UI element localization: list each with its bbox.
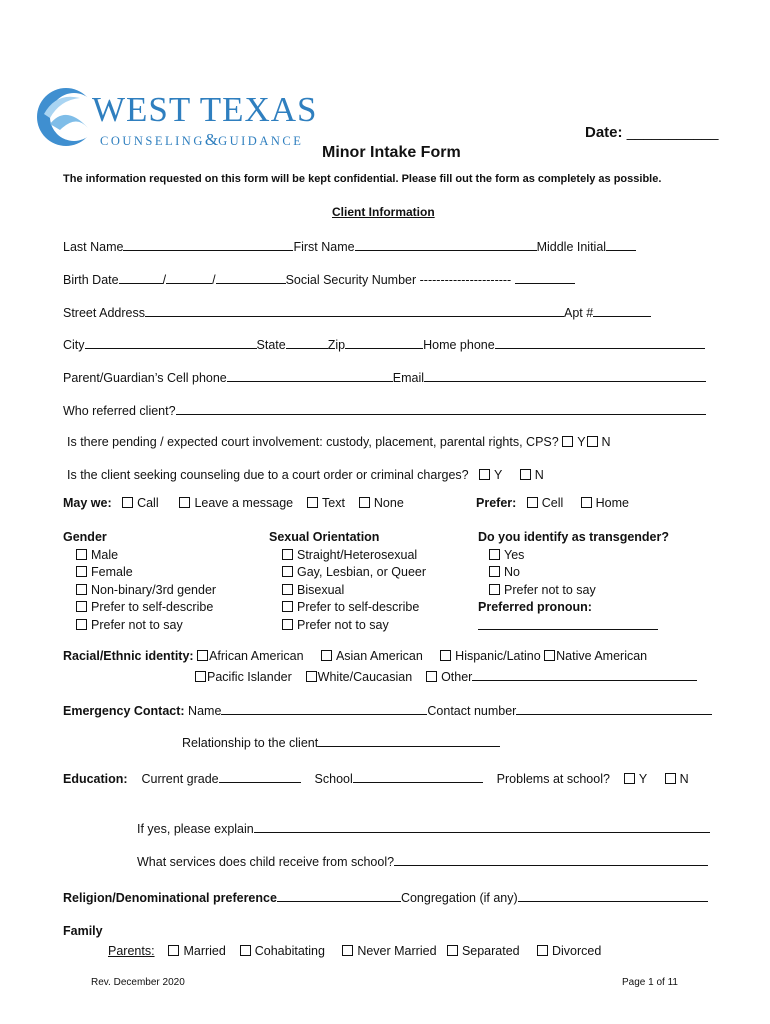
transgender-group: Do you identify as transgender? Yes No Prefer not to say Preferred pronoun: [478,529,669,635]
relationship-field[interactable] [318,734,500,747]
first-name-field[interactable] [355,238,537,251]
religion-field[interactable] [277,889,401,902]
school-problems-yes-checkbox[interactable] [624,773,635,784]
apt-field[interactable] [593,304,651,317]
pronoun-label: Preferred pronoun: [478,600,592,614]
school-field[interactable] [353,770,483,783]
prefer-cell-checkbox[interactable] [527,497,538,508]
school-problems-no-checkbox[interactable] [665,773,676,784]
ethnic-other-field[interactable] [472,668,697,681]
parents-never-married-checkbox[interactable] [342,945,353,956]
referred-by-field[interactable] [176,402,706,415]
services-field[interactable] [394,853,708,866]
referred-row: Who referred client? [63,402,706,418]
ethnic-white-checkbox[interactable] [306,671,317,682]
orientation-self-describe-checkbox[interactable] [282,601,293,612]
date-field[interactable]: Date: ___________ [585,124,719,141]
family-heading: Family [63,924,103,938]
company-logo [36,84,316,154]
may-call-checkbox[interactable] [122,497,133,508]
ethnic-african-checkbox[interactable] [197,650,208,661]
ethnic-row-1: Racial/Ethnic identity: African American Asian American Hispanic/Latino Native American [63,649,648,663]
ethnic-native-checkbox[interactable] [544,650,555,661]
seeking-no-checkbox[interactable] [520,469,531,480]
birth-year-field[interactable] [216,271,286,284]
gender-self-describe-checkbox[interactable] [76,601,87,612]
parents-divorced-checkbox[interactable] [537,945,548,956]
emergency-name-field[interactable] [221,702,427,715]
last-name-field[interactable] [123,238,293,251]
city-field[interactable] [85,336,257,349]
orientation-heading: Sexual Orientation [269,530,380,544]
street-address-field[interactable] [145,304,564,317]
revision-note: Rev. December 2020 [91,977,185,988]
ssn-field[interactable] [515,271,575,284]
explain-row: If yes, please explain [137,820,710,836]
birth-day-field[interactable] [166,271,212,284]
cell-phone-field[interactable] [227,369,393,382]
parents-separated-checkbox[interactable] [447,945,458,956]
may-text-checkbox[interactable] [307,497,318,508]
orientation-gay-checkbox[interactable] [282,566,293,577]
zip-field[interactable] [345,336,423,349]
orientation-bisexual-checkbox[interactable] [282,584,293,595]
religion-row: Religion/Denominational preference Congregation (if any) [63,889,708,905]
emergency-number-field[interactable] [516,702,712,715]
prefer-home-checkbox[interactable] [581,497,592,508]
city-row: City State Zip Home phone [63,336,705,352]
court-yes-checkbox[interactable] [562,436,573,447]
ethnic-row-2: Pacific Islander White/Caucasian Other [195,668,697,684]
page-number: Page 1 of 11 [622,977,678,988]
orientation-straight-checkbox[interactable] [282,549,293,560]
gender-heading: Gender [63,530,107,544]
relationship-row: Relationship to the client [182,734,500,750]
middle-initial-field[interactable] [606,238,636,251]
email-field[interactable] [424,369,706,382]
orientation-group: Sexual Orientation Straight/Heterosexual Gay, Lesbian, or Queer Bisexual Prefer to self-describe Prefer not to say [269,530,427,632]
may-none-checkbox[interactable] [359,497,370,508]
may-we-row: May we: Call Leave a message Text None [63,496,404,510]
transgender-yes-checkbox[interactable] [489,549,500,560]
logo-name: WEST TEXAS [92,90,318,129]
section-client-info: Client Information [332,205,435,219]
explain-field[interactable] [254,820,710,833]
ethnic-hispanic-checkbox[interactable] [440,650,451,661]
orientation-not-say-checkbox[interactable] [282,619,293,630]
grade-field[interactable] [219,770,301,783]
parents-cohabitating-checkbox[interactable] [240,945,251,956]
gender-nonbinary-checkbox[interactable] [76,584,87,595]
cell-email-row: Parent/Guardian’s Cell phone Email [63,369,706,385]
state-field[interactable] [286,336,328,349]
home-phone-field[interactable] [495,336,705,349]
ethnic-pacific-checkbox[interactable] [195,671,206,682]
parents-married-checkbox[interactable] [168,945,179,956]
seeking-yes-checkbox[interactable] [479,469,490,480]
court-no-checkbox[interactable] [587,436,598,447]
transgender-heading: Do you identify as transgender? [478,530,670,544]
gender-not-say-checkbox[interactable] [76,619,87,630]
street-row: Street Address Apt # [63,304,651,320]
logo-subtitle: COUNSELING&GUIDANCE [100,130,304,149]
gender-female-checkbox[interactable] [76,566,87,577]
parents-row: Parents: Married Cohabitating Never Married Separated Divorced [108,944,602,958]
services-row: What services does child receive from school? [137,853,708,869]
education-row: Education: Current grade School Problems at school? Y N [63,772,689,786]
ethnic-other-checkbox[interactable] [426,671,437,682]
seeking-question: Is the client seeking counseling due to a court order or criminal charges? Y N [67,468,544,482]
may-message-checkbox[interactable] [179,497,190,508]
birth-ssn-row: Birth Date / / Social Security Number ---------------------- [63,271,575,287]
pronoun-field[interactable] [478,617,658,630]
page-title: Minor Intake Form [322,144,461,161]
birth-month-field[interactable] [119,271,163,284]
gender-male-checkbox[interactable] [76,549,87,560]
emergency-row: Emergency Contact: Name Contact number [63,702,712,718]
congregation-field[interactable] [518,889,708,902]
transgender-no-checkbox[interactable] [489,566,500,577]
prefer-row: Prefer: Cell Home [476,496,629,510]
transgender-not-say-checkbox[interactable] [489,584,500,595]
court-question: Is there pending / expected court involvement: custody, placement, parental rights, CPS? Y N [67,435,611,449]
confidentiality-notice: The information requested on this form will be kept confidential. Please fill out the form as completely as possible. [63,173,662,185]
name-row: Last Name First Name Middle Initial [63,238,636,254]
gender-group: Gender Male Female Non-binary/3rd gender Prefer to self-describe Prefer not to say [63,530,217,632]
ethnic-asian-checkbox[interactable] [321,650,332,661]
